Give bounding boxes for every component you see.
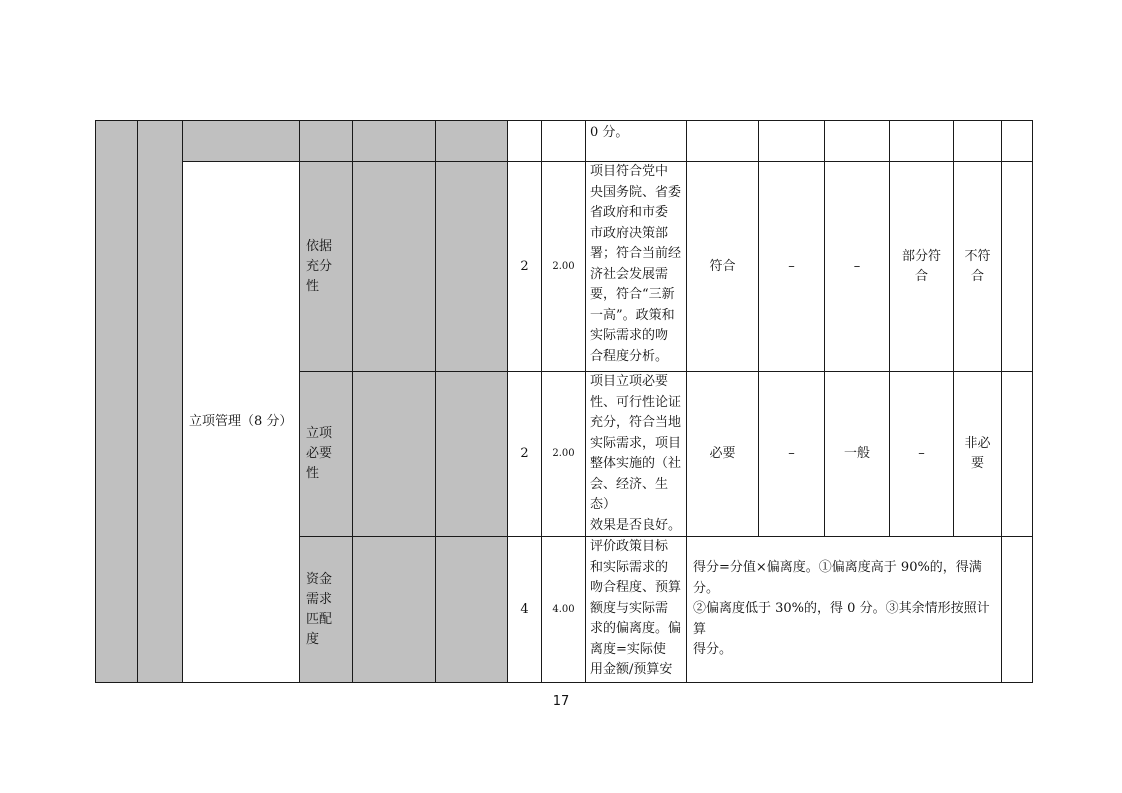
description-cell: 项目符合党中 央国务院、省委 省政府和市委 市政府决策部 署；符合当前经 济社会发展需 要，符合“三新 一高”。政策和 实际需求的吻 合程度分析。 (586, 162, 687, 372)
category-cell (183, 162, 300, 683)
grade-cell: 非必 要 (954, 372, 1002, 537)
indicator-label: 依据 充分 性 (306, 238, 333, 294)
grade-cell: – (890, 372, 954, 537)
score-cell: 4.00 (542, 537, 586, 683)
score-cell: 2.00 (542, 162, 586, 372)
weight-cell (508, 121, 542, 162)
indicator-label: 资金 需求 匹配 度 (306, 571, 333, 647)
score-cell (542, 121, 586, 162)
grade-cell: – (825, 162, 890, 372)
category-label: 立项管理（8 分） (189, 414, 293, 429)
table-row (96, 121, 1033, 162)
weight-cell: 2 (508, 162, 542, 372)
table-row (96, 162, 1033, 372)
remark-cell (1002, 162, 1033, 372)
grade-cell (759, 121, 825, 162)
score-cell: 2.00 (542, 372, 586, 537)
level1-indicator-cell (96, 121, 138, 683)
level2-indicator-cell (138, 121, 183, 683)
evaluation-table (95, 120, 1033, 683)
grade-cell (825, 121, 890, 162)
weight-cell: 4 (508, 537, 542, 683)
shaded-cell (436, 121, 508, 162)
indicator-cell (300, 121, 353, 162)
remark-cell (1002, 372, 1033, 537)
shaded-cell (353, 121, 436, 162)
indicator-cell (300, 537, 353, 683)
grade-cell: 必要 (687, 372, 759, 537)
grade-cell (687, 121, 759, 162)
indicator-label: 立项 必要 性 (306, 426, 333, 481)
indicator-cell (300, 372, 353, 537)
remark-cell (1002, 121, 1033, 162)
description-cell: 0 分。 (586, 121, 687, 162)
shaded-cell (436, 537, 508, 683)
remark-cell (1002, 537, 1033, 683)
shaded-cell (353, 162, 436, 372)
grade-cell (954, 121, 1002, 162)
grade-cell: – (759, 372, 825, 537)
grade-cell: 一般 (825, 372, 890, 537)
grade-cell: 部分符 合 (890, 162, 954, 372)
page-number: 17 (552, 694, 570, 709)
shaded-cell (353, 372, 436, 537)
description-cell: 评价政策目标 和实际需求的 吻合程度、预算 额度与实际需 求的偏离度。偏 离度=实际使 用金额/预算安 (586, 537, 687, 683)
shaded-cell (353, 537, 436, 683)
shaded-cell (436, 372, 508, 537)
grade-cell: – (759, 162, 825, 372)
description-cell: 项目立项必要 性、可行性论证 充分，符合当地 实际需求，项目 整体实施的（社 会、经济、生态） 效果是否良好。 (586, 372, 687, 537)
grade-cell: 符合 (687, 162, 759, 372)
category-cell (183, 121, 300, 162)
shaded-cell (436, 162, 508, 372)
indicator-cell (300, 162, 353, 372)
scoring-criteria-cell: 得分=分值×偏离度。①偏离度高于 90%的，得满分。 ②偏离度低于 30%的，得 0 分。③其余情形按照计算 得分。 (687, 537, 1002, 683)
grade-cell: 不符 合 (954, 162, 1002, 372)
weight-cell: 2 (508, 372, 542, 537)
grade-cell (890, 121, 954, 162)
